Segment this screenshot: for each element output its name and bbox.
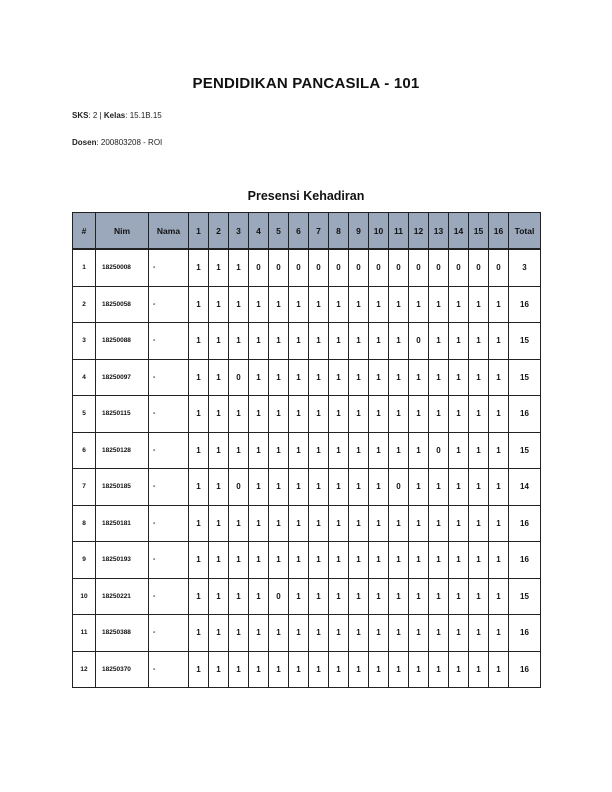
attendance-cell: 1 (289, 469, 309, 506)
attendance-cell: 1 (289, 578, 309, 615)
row-number-cell: 11 (73, 615, 96, 652)
nama-cell: - (149, 432, 189, 469)
attendance-cell: 1 (489, 542, 509, 579)
attendance-cell: 1 (489, 396, 509, 433)
attendance-cell: 0 (289, 249, 309, 286)
attendance-cell: 1 (469, 396, 489, 433)
attendance-cell: 1 (189, 578, 209, 615)
column-header: 11 (389, 213, 409, 250)
nim-cell: 18250185 (96, 469, 149, 506)
attendance-cell: 1 (209, 505, 229, 542)
attendance-cell: 1 (389, 323, 409, 360)
attendance-cell: 1 (429, 578, 449, 615)
attendance-cell: 0 (269, 249, 289, 286)
attendance-cell: 1 (189, 651, 209, 688)
attendance-cell: 1 (409, 615, 429, 652)
attendance-cell: 1 (189, 396, 209, 433)
column-header: Total (509, 213, 541, 250)
attendance-cell: 1 (429, 505, 449, 542)
table-row (73, 469, 541, 506)
attendance-cell: 0 (229, 359, 249, 396)
attendance-cell: 1 (269, 323, 289, 360)
attendance-cell: 1 (289, 505, 309, 542)
attendance-cell: 1 (349, 505, 369, 542)
attendance-cell: 1 (289, 396, 309, 433)
attendance-cell: 1 (309, 615, 329, 652)
attendance-cell: 1 (329, 396, 349, 433)
attendance-cell: 1 (249, 396, 269, 433)
attendance-cell: 1 (349, 286, 369, 323)
total-cell: 16 (509, 286, 541, 323)
attendance-cell: 0 (409, 323, 429, 360)
attendance-cell: 1 (489, 323, 509, 360)
table-row (73, 323, 541, 360)
attendance-cell: 1 (269, 286, 289, 323)
attendance-cell: 1 (209, 578, 229, 615)
nama-cell: - (149, 578, 189, 615)
nim-cell: 18250097 (96, 359, 149, 396)
column-header: 15 (469, 213, 489, 250)
nim-cell: 18250193 (96, 542, 149, 579)
attendance-cell: 1 (229, 249, 249, 286)
attendance-cell: 1 (349, 396, 369, 433)
nim-cell: 18250088 (96, 323, 149, 360)
column-header: Nama (149, 213, 189, 250)
attendance-cell: 1 (229, 578, 249, 615)
column-header: 5 (269, 213, 289, 250)
attendance-cell: 1 (329, 323, 349, 360)
column-header: 12 (409, 213, 429, 250)
attendance-cell: 1 (429, 469, 449, 506)
attendance-cell: 1 (489, 469, 509, 506)
attendance-cell: 1 (229, 615, 249, 652)
attendance-cell: 1 (409, 505, 429, 542)
attendance-cell: 1 (369, 542, 389, 579)
attendance-cell: 1 (489, 578, 509, 615)
total-cell: 15 (509, 432, 541, 469)
column-header: # (73, 213, 96, 250)
attendance-cell: 1 (289, 432, 309, 469)
nama-cell: - (149, 615, 189, 652)
nim-cell: 18250008 (96, 249, 149, 286)
attendance-cell: 1 (449, 323, 469, 360)
attendance-cell: 1 (369, 505, 389, 542)
row-number-cell: 6 (73, 432, 96, 469)
attendance-cell: 1 (329, 469, 349, 506)
attendance-cell: 0 (329, 249, 349, 286)
attendance-cell: 1 (309, 432, 329, 469)
column-header: 16 (489, 213, 509, 250)
nim-cell: 18250058 (96, 286, 149, 323)
attendance-cell: 1 (409, 469, 429, 506)
attendance-cell: 1 (249, 359, 269, 396)
attendance-cell: 1 (429, 615, 449, 652)
total-cell: 15 (509, 578, 541, 615)
column-header: 2 (209, 213, 229, 250)
attendance-cell: 1 (489, 505, 509, 542)
nama-cell: - (149, 323, 189, 360)
attendance-cell: 1 (369, 469, 389, 506)
attendance-cell: 1 (349, 542, 369, 579)
attendance-cell: 1 (389, 359, 409, 396)
nama-cell: - (149, 542, 189, 579)
attendance-cell: 1 (249, 615, 269, 652)
attendance-cell: 1 (189, 469, 209, 506)
attendance-cell: 1 (389, 651, 409, 688)
attendance-cell: 1 (389, 578, 409, 615)
attendance-cell: 1 (329, 542, 349, 579)
attendance-cell: 1 (469, 432, 489, 469)
attendance-cell: 1 (469, 651, 489, 688)
attendance-cell: 1 (309, 359, 329, 396)
attendance-cell: 1 (349, 469, 369, 506)
attendance-cell: 1 (449, 505, 469, 542)
attendance-cell: 1 (389, 432, 409, 469)
attendance-cell: 0 (409, 249, 429, 286)
attendance-cell: 1 (269, 615, 289, 652)
attendance-cell: 1 (469, 578, 489, 615)
attendance-cell: 1 (229, 323, 249, 360)
attendance-cell: 1 (189, 359, 209, 396)
attendance-cell: 1 (269, 396, 289, 433)
attendance-cell: 1 (249, 578, 269, 615)
attendance-cell: 1 (389, 615, 409, 652)
row-number-cell: 1 (73, 249, 96, 286)
attendance-cell: 1 (449, 615, 469, 652)
attendance-cell: 1 (249, 542, 269, 579)
table-row (73, 249, 541, 286)
attendance-cell: 1 (449, 651, 469, 688)
kelas-value: : 15.1B.15 (125, 111, 162, 120)
attendance-cell: 1 (449, 396, 469, 433)
attendance-cell: 1 (209, 359, 229, 396)
attendance-cell: 1 (349, 615, 369, 652)
table-row (73, 286, 541, 323)
total-cell: 3 (509, 249, 541, 286)
attendance-cell: 1 (349, 359, 369, 396)
attendance-cell: 1 (329, 651, 349, 688)
attendance-cell: 1 (409, 396, 429, 433)
attendance-cell: 1 (449, 432, 469, 469)
column-header: 7 (309, 213, 329, 250)
row-number-cell: 8 (73, 505, 96, 542)
attendance-cell: 1 (229, 286, 249, 323)
table-body (73, 249, 541, 688)
attendance-cell: 0 (249, 249, 269, 286)
attendance-cell: 1 (369, 359, 389, 396)
attendance-cell: 1 (329, 286, 349, 323)
attendance-cell: 1 (269, 469, 289, 506)
attendance-cell: 1 (289, 651, 309, 688)
attendance-cell: 1 (309, 578, 329, 615)
nim-cell: 18250221 (96, 578, 149, 615)
attendance-cell: 0 (269, 578, 289, 615)
attendance-cell: 0 (429, 249, 449, 286)
attendance-cell: 1 (309, 396, 329, 433)
attendance-cell: 1 (329, 432, 349, 469)
attendance-cell: 1 (229, 542, 249, 579)
nim-cell: 18250128 (96, 432, 149, 469)
attendance-cell: 1 (269, 432, 289, 469)
attendance-cell: 0 (369, 249, 389, 286)
attendance-cell: 1 (229, 396, 249, 433)
attendance-cell: 0 (229, 469, 249, 506)
row-number-cell: 7 (73, 469, 96, 506)
attendance-cell: 1 (489, 651, 509, 688)
attendance-cell: 1 (189, 323, 209, 360)
attendance-cell: 1 (429, 359, 449, 396)
table-row (73, 505, 541, 542)
attendance-cell: 1 (469, 286, 489, 323)
attendance-cell: 1 (429, 396, 449, 433)
attendance-cell: 1 (409, 432, 429, 469)
attendance-cell: 1 (349, 432, 369, 469)
attendance-cell: 1 (469, 323, 489, 360)
total-cell: 16 (509, 396, 541, 433)
row-number-cell: 12 (73, 651, 96, 688)
attendance-cell: 1 (309, 323, 329, 360)
attendance-cell: 1 (289, 542, 309, 579)
page-title: PENDIDIKAN PANCASILA - 101 (192, 75, 420, 92)
attendance-cell: 1 (209, 432, 229, 469)
column-header: 6 (289, 213, 309, 250)
nama-cell: - (149, 249, 189, 286)
attendance-cell: 1 (409, 651, 429, 688)
row-number-cell: 5 (73, 396, 96, 433)
attendance-cell: 1 (449, 578, 469, 615)
table-row (73, 359, 541, 396)
kelas-label: Kelas (103, 111, 126, 120)
table-row (73, 651, 541, 688)
attendance-cell: 1 (349, 578, 369, 615)
column-header: 4 (249, 213, 269, 250)
attendance-cell: 1 (369, 615, 389, 652)
row-number-cell: 4 (73, 359, 96, 396)
attendance-cell: 1 (209, 396, 229, 433)
attendance-cell: 1 (209, 651, 229, 688)
attendance-cell: 0 (429, 432, 449, 469)
attendance-cell: 1 (309, 469, 329, 506)
table-row (73, 432, 541, 469)
attendance-cell: 1 (469, 359, 489, 396)
attendance-cell: 1 (289, 323, 309, 360)
attendance-cell: 1 (309, 651, 329, 688)
section-title: Presensi Kehadiran (247, 189, 365, 203)
attendance-cell: 1 (209, 249, 229, 286)
attendance-cell: 1 (409, 542, 429, 579)
nama-cell: - (149, 396, 189, 433)
attendance-cell: 1 (429, 542, 449, 579)
attendance-cell: 1 (489, 286, 509, 323)
column-header: 1 (189, 213, 209, 250)
column-header: 10 (369, 213, 389, 250)
attendance-cell: 1 (229, 651, 249, 688)
attendance-cell: 1 (469, 505, 489, 542)
header-row (73, 213, 541, 250)
nim-cell: 18250388 (96, 615, 149, 652)
attendance-cell: 1 (369, 432, 389, 469)
lecturer-meta (72, 138, 162, 147)
attendance-cell: 1 (369, 578, 389, 615)
attendance-cell: 0 (489, 249, 509, 286)
dosen-value: : 200803208 - ROI (96, 138, 163, 147)
attendance-cell: 0 (349, 249, 369, 286)
nama-cell: - (149, 505, 189, 542)
attendance-cell: 1 (409, 286, 429, 323)
table-row (73, 578, 541, 615)
attendance-cell: 1 (469, 469, 489, 506)
attendance-cell: 1 (469, 542, 489, 579)
attendance-cell: 1 (269, 359, 289, 396)
sks-value: : 2 | (88, 111, 102, 120)
nim-cell: 18250370 (96, 651, 149, 688)
attendance-cell: 1 (389, 505, 409, 542)
attendance-cell: 1 (229, 505, 249, 542)
nama-cell: - (149, 286, 189, 323)
attendance-cell: 1 (409, 578, 429, 615)
attendance-cell: 1 (429, 286, 449, 323)
sks-label: SKS (72, 111, 89, 120)
attendance-cell: 1 (189, 542, 209, 579)
attendance-cell: 1 (309, 542, 329, 579)
row-number-cell: 10 (73, 578, 96, 615)
total-cell: 16 (509, 651, 541, 688)
attendance-cell: 1 (429, 323, 449, 360)
nama-cell: - (149, 651, 189, 688)
attendance-cell: 1 (489, 359, 509, 396)
attendance-cell: 1 (249, 286, 269, 323)
attendance-cell: 1 (229, 432, 249, 469)
attendance-cell: 1 (209, 615, 229, 652)
attendance-cell: 1 (189, 249, 209, 286)
attendance-cell: 0 (389, 469, 409, 506)
column-header: Nim (96, 213, 149, 250)
attendance-cell: 1 (249, 323, 269, 360)
attendance-cell: 1 (469, 615, 489, 652)
nama-cell: - (149, 359, 189, 396)
attendance-cell: 1 (289, 359, 309, 396)
table-row (73, 396, 541, 433)
attendance-cell: 1 (389, 396, 409, 433)
attendance-cell: 1 (309, 286, 329, 323)
attendance-cell: 1 (209, 286, 229, 323)
total-cell: 16 (509, 615, 541, 652)
attendance-cell: 1 (329, 578, 349, 615)
attendance-cell: 1 (449, 542, 469, 579)
attendance-cell: 1 (289, 286, 309, 323)
column-header: 9 (349, 213, 369, 250)
row-number-cell: 3 (73, 323, 96, 360)
attendance-cell: 1 (389, 542, 409, 579)
attendance-cell: 0 (469, 249, 489, 286)
table-row (73, 542, 541, 579)
attendance-cell: 0 (389, 249, 409, 286)
attendance-cell: 1 (249, 505, 269, 542)
row-number-cell: 9 (73, 542, 96, 579)
attendance-cell: 1 (449, 359, 469, 396)
attendance-cell: 1 (489, 432, 509, 469)
attendance-cell: 1 (209, 469, 229, 506)
attendance-cell: 1 (369, 323, 389, 360)
attendance-cell: 1 (329, 359, 349, 396)
attendance-cell: 1 (249, 651, 269, 688)
attendance-cell: 1 (369, 286, 389, 323)
total-cell: 15 (509, 323, 541, 360)
nim-cell: 18250181 (96, 505, 149, 542)
row-number-cell: 2 (73, 286, 96, 323)
attendance-cell: 1 (429, 651, 449, 688)
attendance-cell: 1 (189, 505, 209, 542)
nama-cell: - (149, 469, 189, 506)
total-cell: 14 (509, 469, 541, 506)
attendance-cell: 1 (389, 286, 409, 323)
column-header: 13 (429, 213, 449, 250)
attendance-cell: 1 (249, 469, 269, 506)
total-cell: 15 (509, 359, 541, 396)
attendance-cell: 1 (209, 323, 229, 360)
column-header: 8 (329, 213, 349, 250)
table-row (73, 615, 541, 652)
attendance-cell: 1 (189, 286, 209, 323)
attendance-cell: 0 (449, 249, 469, 286)
nim-cell: 18250115 (96, 396, 149, 433)
attendance-cell: 1 (269, 651, 289, 688)
attendance-cell: 1 (289, 615, 309, 652)
attendance-cell: 1 (269, 505, 289, 542)
attendance-cell: 1 (409, 359, 429, 396)
attendance-table (72, 212, 541, 688)
attendance-cell: 1 (369, 651, 389, 688)
attendance-cell: 1 (249, 432, 269, 469)
attendance-cell: 1 (489, 615, 509, 652)
dosen-label: Dosen (72, 138, 97, 147)
attendance-cell: 1 (449, 469, 469, 506)
attendance-cell: 1 (209, 542, 229, 579)
attendance-cell: 1 (329, 615, 349, 652)
column-header: 14 (449, 213, 469, 250)
total-cell: 16 (509, 505, 541, 542)
attendance-cell: 1 (349, 651, 369, 688)
attendance-cell: 1 (189, 432, 209, 469)
attendance-cell: 1 (189, 615, 209, 652)
course-meta (72, 111, 162, 120)
attendance-cell: 1 (309, 505, 329, 542)
attendance-cell: 1 (269, 542, 289, 579)
attendance-cell: 1 (449, 286, 469, 323)
attendance-cell: 1 (329, 505, 349, 542)
attendance-cell: 0 (309, 249, 329, 286)
attendance-cell: 1 (369, 396, 389, 433)
column-header: 3 (229, 213, 249, 250)
attendance-cell: 1 (349, 323, 369, 360)
total-cell: 16 (509, 542, 541, 579)
